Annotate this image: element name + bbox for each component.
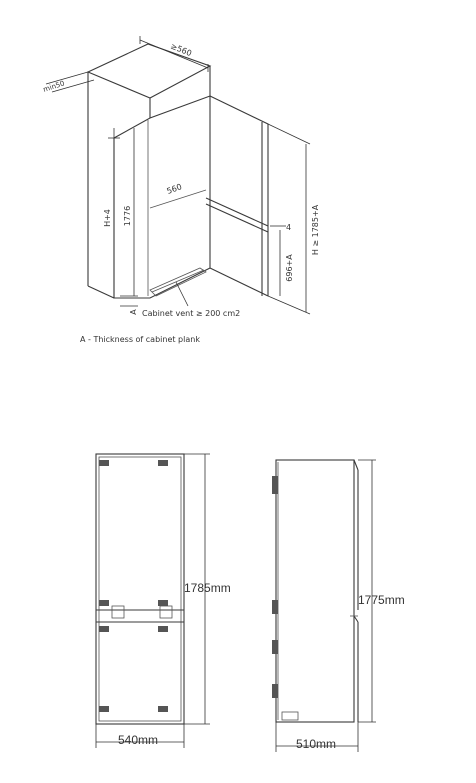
gap-label: 4 <box>286 223 292 232</box>
height-label: H+4 <box>103 209 112 227</box>
installation-diagram <box>42 36 320 344</box>
depth-dimension <box>140 36 208 72</box>
front-hinges <box>99 460 172 712</box>
front-width-label: 540mm <box>118 733 159 747</box>
depth-label: ≥560 <box>169 41 194 59</box>
front-view <box>96 454 231 748</box>
min-gap-dimension <box>42 72 94 94</box>
a-marker <box>120 296 138 315</box>
height-dimension <box>103 128 120 298</box>
niche <box>114 96 210 298</box>
right-dimensions <box>268 124 320 314</box>
niche-height-label: 1776 <box>123 205 132 227</box>
note-label: A - Thickness of cabinet plank <box>80 335 200 344</box>
side-view <box>272 460 405 752</box>
side-height-label: 1775mm <box>358 593 405 607</box>
niche-width-label: 560 <box>165 182 184 196</box>
side-depth-label: 510mm <box>296 737 337 751</box>
cabinet-outline <box>88 41 210 298</box>
vent-label: Cabinet vent ≥ 200 cm2 <box>142 309 241 318</box>
fridge-doors <box>206 96 268 296</box>
door-height-label: 696+A <box>285 254 294 282</box>
total-height-label: H ≥ 1785+A <box>311 204 320 256</box>
niche-height-dimension <box>123 128 134 296</box>
niche-width-dimension <box>166 182 183 196</box>
a-label: A <box>129 309 138 315</box>
front-height-label: 1785mm <box>184 581 231 595</box>
min-gap-label: min50 <box>42 79 66 94</box>
